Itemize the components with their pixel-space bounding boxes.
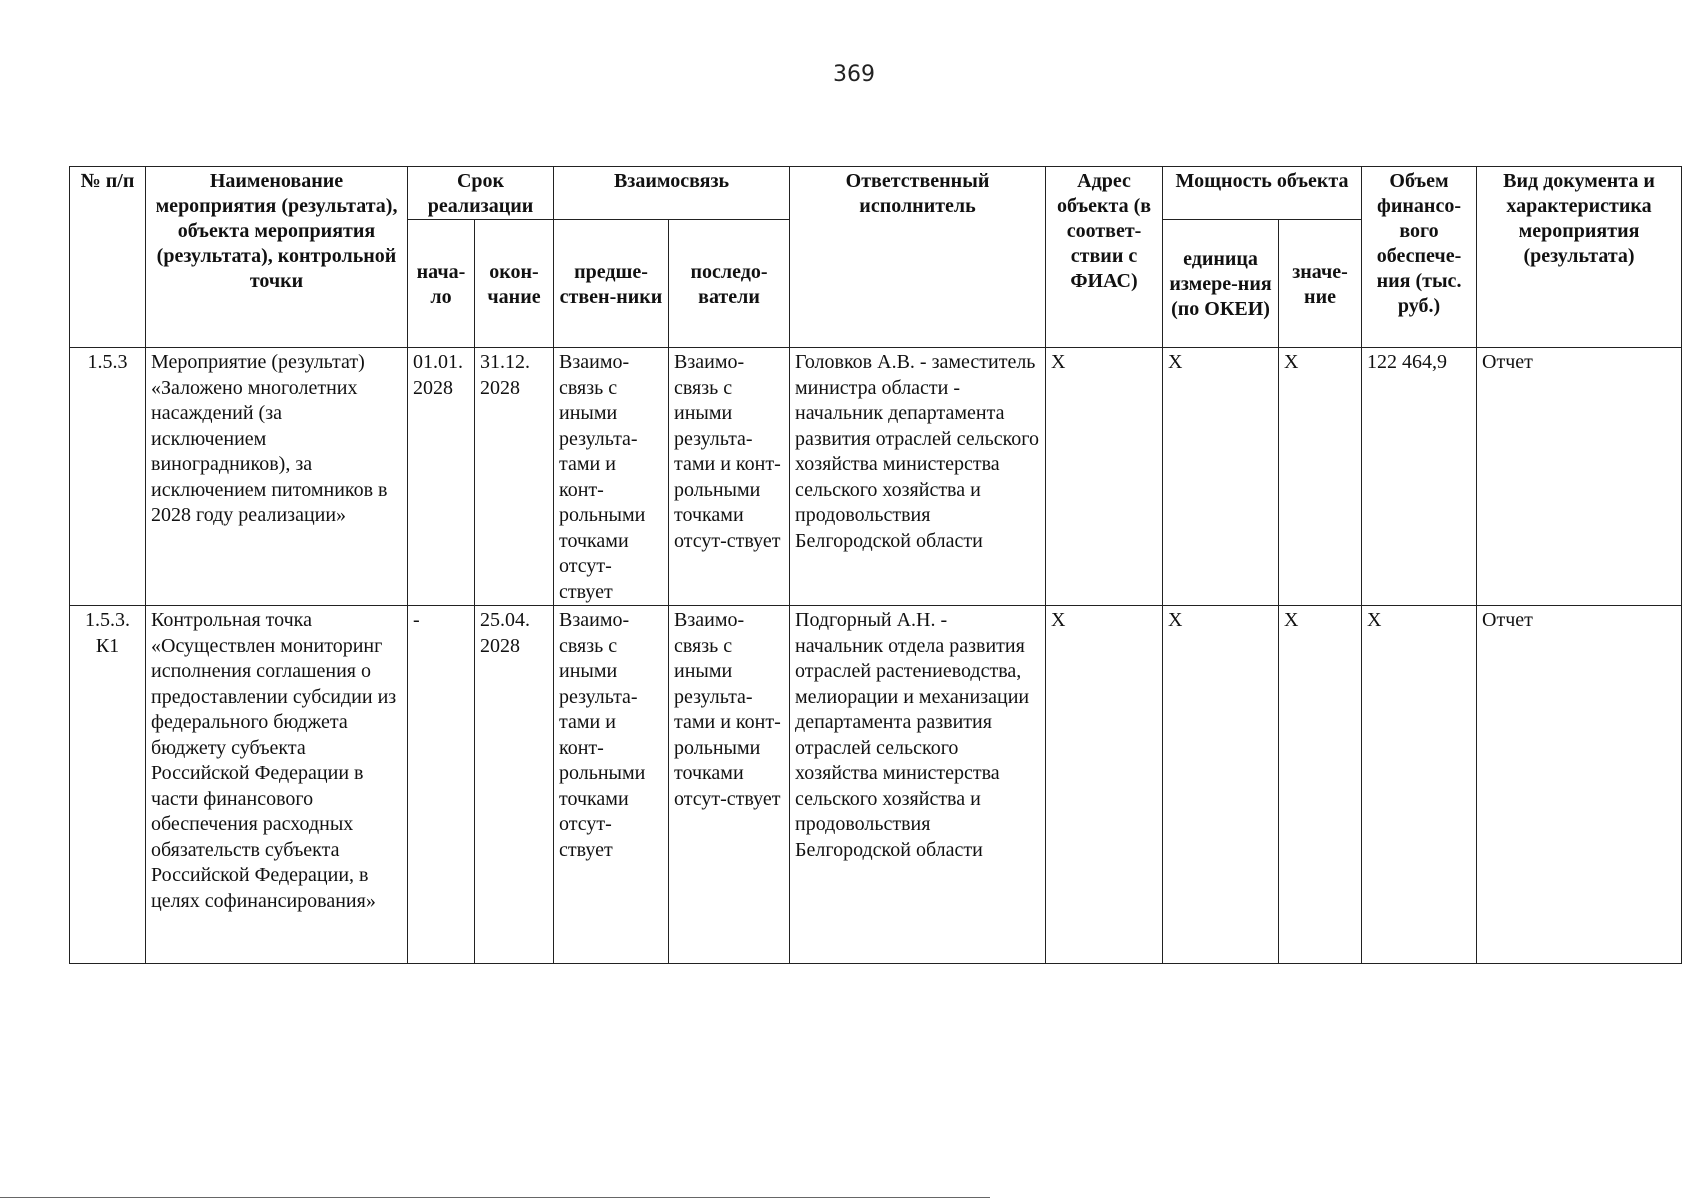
- cell-next: Взаимо-связь с иными результа-тами и конт-рольными точками отсут-ствует: [669, 606, 790, 964]
- header-finance: Объем финансо-вого обеспече-ния (тыс. руб.): [1362, 167, 1477, 348]
- cell-unit: X: [1163, 606, 1279, 964]
- cell-finance: 122 464,9: [1362, 348, 1477, 606]
- header-address: Адрес объекта (в соответ-ствии с ФИАС): [1046, 167, 1163, 348]
- header-responsible: Ответственный исполнитель: [790, 167, 1046, 348]
- header-term: Срок реализации: [408, 167, 554, 220]
- cell-doc: Отчет: [1477, 606, 1682, 964]
- cell-num: 1.5.3: [70, 348, 146, 606]
- cell-value: X: [1279, 348, 1362, 606]
- cell-start: -: [408, 606, 475, 964]
- header-capacity-unit: единица измере-ния (по ОКЕИ): [1163, 220, 1279, 348]
- header-term-start: нача-ло: [408, 220, 475, 348]
- header-capacity: Мощность объекта: [1163, 167, 1362, 220]
- table-row: [70, 348, 1682, 606]
- cell-responsible: Подгорный А.Н. - начальник отдела развития отраслей растениеводства, мелиорации и механизации департамента развития отраслей сельского хозяйства министерства сельского хозяйства и продовольствия Белгородской области: [790, 606, 1046, 964]
- cell-address: X: [1046, 348, 1163, 606]
- header-num: № п/п: [70, 167, 146, 348]
- header-link-prev: предше-ствен-ники: [554, 220, 669, 348]
- cell-finance: X: [1362, 606, 1477, 964]
- cell-address: X: [1046, 606, 1163, 964]
- cell-name: Контрольная точка «Осуществлен мониторинг исполнения соглашения о предоставлении субсидии из федерального бюджета бюджету субъекта Российской Федерации в части финансового обеспечения расходных обязательств субъекта Российской Федерации, в целях софинансирования»: [146, 606, 408, 964]
- table-row: [70, 606, 1682, 964]
- header-doc-type: Вид документа и характеристика мероприятия (результата): [1477, 167, 1682, 348]
- page-number: 369: [833, 62, 875, 87]
- cell-doc: Отчет: [1477, 348, 1682, 606]
- cell-name: Мероприятие (результат) «Заложено многолетних насаждений (за исключением виноградников), за исключением питомников в 2028 году реализации»: [146, 348, 408, 606]
- scan-artifact-line: [0, 1197, 990, 1198]
- cell-num: 1.5.3. К1: [70, 606, 146, 964]
- cell-unit: X: [1163, 348, 1279, 606]
- cell-responsible: Головков А.В. - заместитель министра области - начальник департамента развития отраслей сельского хозяйства министерства сельского хозяйства и продовольствия Белгородской области: [790, 348, 1046, 606]
- cell-start: 01.01. 2028: [408, 348, 475, 606]
- cell-end: 31.12. 2028: [475, 348, 554, 606]
- header-name: Наименование мероприятия (результата), объекта мероприятия (результата), контрольной точки: [146, 167, 408, 348]
- cell-end: 25.04. 2028: [475, 606, 554, 964]
- cell-prev: Взаимо-связь с иными результа-тами и конт-рольными точками отсут-ствует: [554, 348, 669, 606]
- header-link: Взаимосвязь: [554, 167, 790, 220]
- header-capacity-value: значе-ние: [1279, 220, 1362, 348]
- header-term-end: окон-чание: [475, 220, 554, 348]
- measures-table: [69, 166, 1682, 964]
- cell-next: Взаимо-связь с иными результа-тами и конт-рольными точками отсут-ствует: [669, 348, 790, 606]
- header-link-next: последо-ватели: [669, 220, 790, 348]
- cell-prev: Взаимо-связь с иными результа-тами и конт-рольными точками отсут-ствует: [554, 606, 669, 964]
- cell-value: X: [1279, 606, 1362, 964]
